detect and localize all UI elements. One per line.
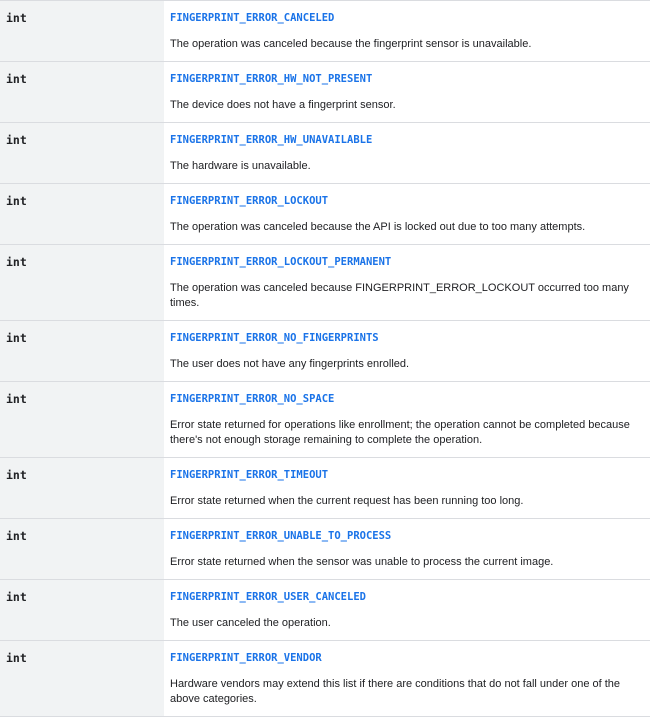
constant-name-link[interactable]: FINGERPRINT_ERROR_CANCELED	[170, 12, 335, 24]
constant-type: int	[0, 458, 164, 519]
constant-row	[0, 184, 650, 245]
constant-detail	[164, 245, 650, 321]
constant-description: Error state returned for operations like enrollment; the operation cannot be completed because there's not enough storage remaining to complete the operation.	[170, 419, 630, 446]
constant-row	[0, 382, 650, 458]
constant-detail	[164, 580, 650, 641]
constant-description: The device does not have a fingerprint sensor.	[170, 99, 396, 111]
constant-name-link[interactable]: FINGERPRINT_ERROR_VENDOR	[170, 652, 322, 664]
constant-type: int	[0, 1, 164, 62]
constant-type: int	[0, 123, 164, 184]
constant-detail	[164, 123, 650, 184]
constant-type: int	[0, 641, 164, 717]
constant-detail	[164, 641, 650, 717]
constant-detail	[164, 1, 650, 62]
constant-name-link[interactable]: FINGERPRINT_ERROR_NO_FINGERPRINTS	[170, 332, 379, 344]
constant-description: The user does not have any fingerprints enrolled.	[170, 358, 410, 370]
constant-description: The operation was canceled because the fingerprint sensor is unavailable.	[170, 38, 532, 50]
constant-name-link[interactable]: FINGERPRINT_ERROR_USER_CANCELED	[170, 591, 366, 603]
constant-description: Hardware vendors may extend this list if there are conditions that do not fall under one of the above categories.	[170, 678, 621, 705]
constant-row	[0, 519, 650, 580]
constant-description: The operation was canceled because FINGERPRINT_ERROR_LOCKOUT occurred too many times.	[170, 282, 629, 309]
constant-description: The operation was canceled because the API is locked out due to too many attempts.	[170, 221, 586, 233]
constant-row	[0, 641, 650, 717]
constant-type: int	[0, 245, 164, 321]
constant-description: Error state returned when the current request has been running too long.	[170, 495, 524, 507]
constant-detail	[164, 321, 650, 382]
constant-description: The hardware is unavailable.	[170, 160, 311, 172]
constant-name-link[interactable]: FINGERPRINT_ERROR_UNABLE_TO_PROCESS	[170, 530, 392, 542]
constant-row	[0, 458, 650, 519]
constant-name-link[interactable]: FINGERPRINT_ERROR_NO_SPACE	[170, 393, 335, 405]
constant-row	[0, 1, 650, 62]
constant-row	[0, 123, 650, 184]
constant-type: int	[0, 519, 164, 580]
constant-detail	[164, 62, 650, 123]
constant-description: Error state returned when the sensor was unable to process the current image.	[170, 556, 554, 568]
constant-type: int	[0, 184, 164, 245]
constant-type: int	[0, 62, 164, 123]
constant-row	[0, 321, 650, 382]
constant-name-link[interactable]: FINGERPRINT_ERROR_LOCKOUT	[170, 195, 329, 207]
constants-table-body	[0, 1, 650, 717]
constant-row	[0, 62, 650, 123]
constant-name-link[interactable]: FINGERPRINT_ERROR_TIMEOUT	[170, 469, 329, 481]
constant-detail	[164, 458, 650, 519]
constant-name-link[interactable]: FINGERPRINT_ERROR_LOCKOUT_PERMANENT	[170, 256, 392, 268]
constant-type: int	[0, 321, 164, 382]
constant-type: int	[0, 580, 164, 641]
constant-detail	[164, 519, 650, 580]
constant-name-link[interactable]: FINGERPRINT_ERROR_HW_NOT_PRESENT	[170, 73, 373, 85]
constant-name-link[interactable]: FINGERPRINT_ERROR_HW_UNAVAILABLE	[170, 134, 373, 146]
constant-detail	[164, 184, 650, 245]
constant-detail	[164, 382, 650, 458]
constant-row	[0, 580, 650, 641]
constant-row	[0, 245, 650, 321]
constant-type: int	[0, 382, 164, 458]
constant-description: The user canceled the operation.	[170, 617, 331, 629]
